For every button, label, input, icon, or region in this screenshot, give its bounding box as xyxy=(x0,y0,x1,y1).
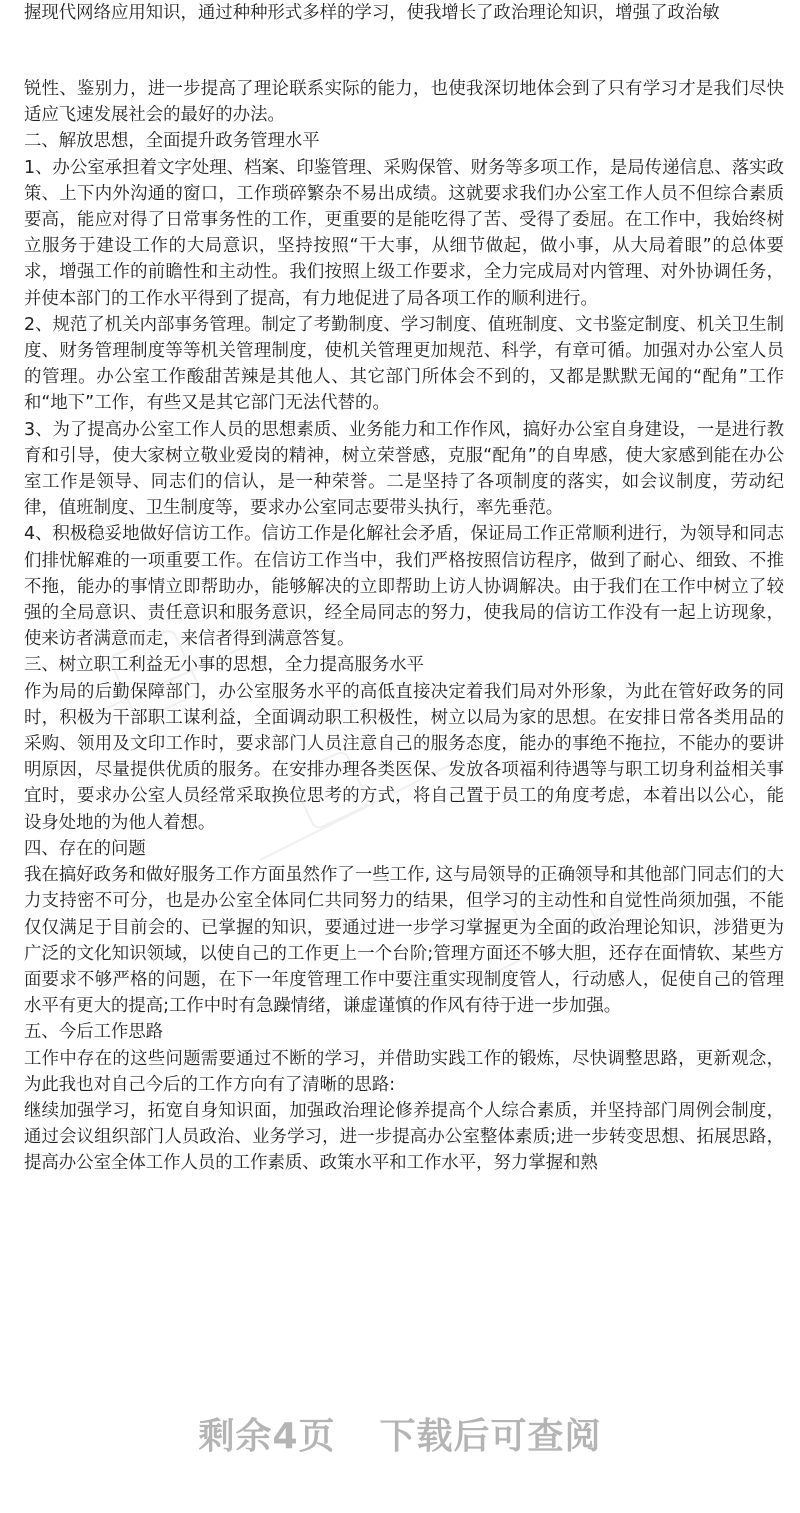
top-line-paragraph: 握现代网络应用知识，通过种种形式多样的学习，使我增长了政治理论知识，增强了政治敏 xyxy=(24,3,720,23)
paragraph-5-intro: 工作中存在的这些问题需要通过不断的学习，并借助实践工作的锻炼，尽快调整思路，更新观念，为此我也对自己今后的工作方向有了清晰的思路: xyxy=(24,1048,784,1095)
heading-section-4: 四、存在的问题 xyxy=(24,838,146,859)
paragraph-2-4-petition-work: 4、积极稳妥地做好信访工作。信访工作是化解社会矛盾，保证局工作正常顺利进行，为领导和同志们排忧解难的一项重要工作。在信访工作当中，我们严格按照信访程序，做到了耐心、细致、不推不拖，能办的事情立即帮助办，能够解决的立即帮助上访人协调解决。由于我们在工作中树立了较强的全局意识、责任意识和服务意识，经全局同志的努力，使我局的信访工作没有一起上访现象，使来访者满意而走，来信者得到满意答复。 xyxy=(24,524,784,650)
paragraph-4-problems: 我在搞好政务和做好服务工作方面虽然作了一些工作, 这与局领导的正确领导和其他部门同志们的大力支持密不可分，也是办公室全体同仁共同努力的结果，但学习的主动性和自觉性尚须加强，不能仅仅满足于目前会的、已掌握的知识，要通过进一步学习掌握更为全面的政治理论知识，涉猎更为广泛的文化知识领域，以使自己的工作更上一个台阶;管理方面还不够大胆，还存在面情软、某些方面要求不够严格的问题，在下一年度管理工作中要注重实现制度管人，行动感人，促使自己的管理水平有更大的提高;工作中时有急躁情绪，谦虚谨慎的作风有待于进一步加强。 xyxy=(24,865,784,1017)
remaining-pages-label: 剩余4页 xyxy=(198,1416,336,1457)
top-text xyxy=(24,0,784,26)
paragraph-2-1-office-duties: 1、办公室承担着文字处理、档案、印鉴管理、采购保管、财务等多项工作，是局传递信息、落实政策、上下内外沟通的窗口，工作琐碎繁杂不易出成绩。这就要求我们办公室工作人员不但综合素质要高，能应对得了日常事务性的工作，更重要的是能吃得了苦、受得了委屈。在工作中，我始终树立服务于建设工作的大局意识，坚持按照“干大事，从细节做起，做小事，从大局着眼”的总体要求，增强工作的前瞻性和主动性。我们按照上级工作要求，全力完成局对内管理、对外协调任务，并使本部门的工作水平得到了提高，有力地促进了局各项工作的顺利进行。 xyxy=(24,157,784,309)
paragraph-5-plan: 继续加强学习，拓宽自身知识面，加强政治理论修养提高个人综合素质，并坚持部门周例会制度，通过会议组织部门人员政治、业务学习，进一步提高办公室整体素质;进一步转变思想、拓展思路，提高办公室全体工作人员的工作素质、政策水平和工作水平，努力掌握和熟 xyxy=(24,1100,784,1174)
heading-section-3: 三、树立职工利益无小事的思想，全力提高服务水平 xyxy=(24,655,424,676)
document-body xyxy=(24,76,784,1177)
download-banner[interactable] xyxy=(0,1407,800,1467)
paragraph-3-service-level: 作为局的后勤保障部门，办公室服务水平的高低直接决定着我们局对外形象，为此在管好政务的同时，积极为干部职工谋利益，全面调动职工积极性，树立以局为家的思想。在安排日常各类用品的采购、领用及文印工作时，要求部门人员注意自己的服务态度，能办的事绝不拖拉，不能办的要讲明原因，尽量提供优质的服务。在安排办理各类医保、发放各项福利待遇等与职工切身利益相关事宜时，要求办公室人员经常采取换位思考的方式，将自己置于员工的角度考虑，本着出以公心，能设身处地的为他人着想。 xyxy=(24,681,784,833)
paragraph-2-3-staff-quality: 3、为了提高办公室工作人员的思想素质、业务能力和工作作风，搞好办公室自身建设，一是进行教育和引导，使大家树立敬业爱岗的精神，树立荣誉感，克服“配角”的自卑感，使大家感到能在办公室工作是领导、同志们的信认，是一种荣誉。二是坚持了各项制度的落实，如会议制度，劳动纪律，值班制度、卫生制度等，要求办公室同志要带头执行，率先垂范。 xyxy=(24,419,784,519)
paragraph-2-2-affairs-management: 2、规范了机关内部事务管理。制定了考勤制度、学习制度、值班制度、文书鉴定制度、机关卫生制度、财务管理制度等等机关管理制度，使机关管理更加规范、科学，有章可循。加强对办公室人员的管理。办公室工作酸甜苦辣是其他人、其它部门所体会不到的，又都是默默无闻的“配角”工作和“地下”工作，有些又是其它部门无法代替的。 xyxy=(24,314,784,414)
heading-section-5: 五、今后工作思路 xyxy=(24,1022,164,1043)
download-to-view-label: 下载后可查阅 xyxy=(379,1416,602,1457)
heading-section-2: 二、解放思想，全面提升政务管理水平 xyxy=(24,131,320,152)
paragraph-conclusion-study: 锐性、鉴别力，进一步提高了理论联系实际的能力，也使我深切地体会到了只有学习才是我们尽快适应飞速发展社会的最好的办法。 xyxy=(24,79,784,126)
